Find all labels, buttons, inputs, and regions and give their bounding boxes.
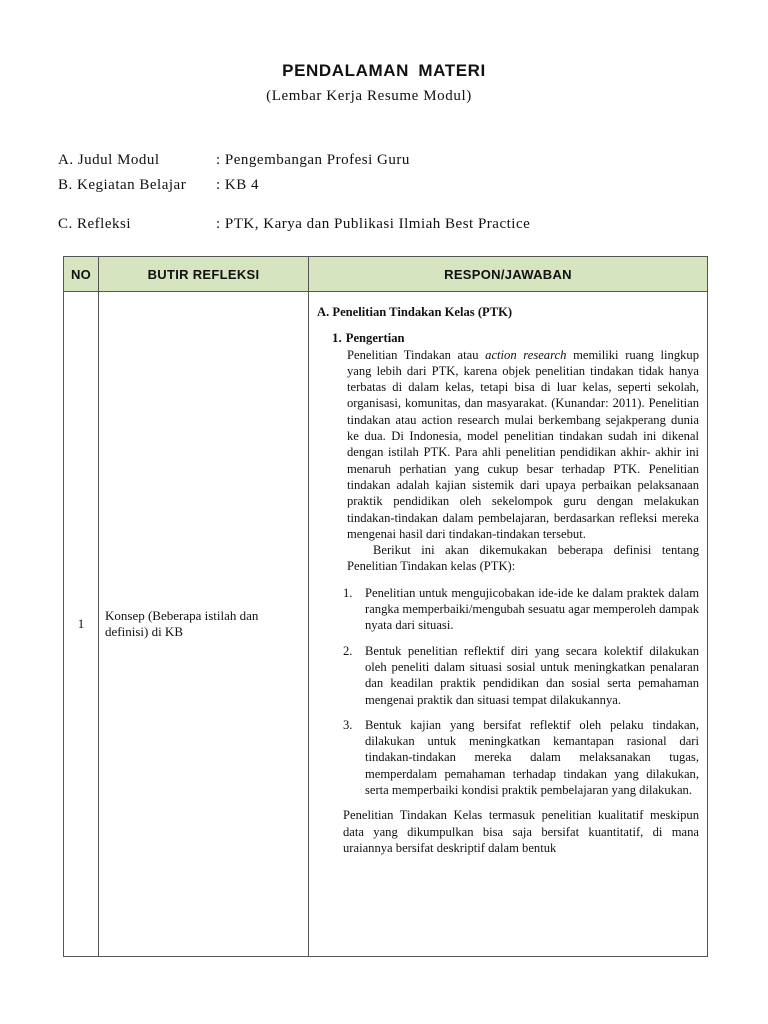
page-title: PENDALAMAN MATERI <box>282 61 486 80</box>
meta-judul-modul <box>58 152 410 169</box>
meta-key: B. Kegiatan Belajar <box>58 177 187 193</box>
paragraph-text: Penelitian Tindakan atau <box>347 347 486 362</box>
paragraph-italic-term: action research <box>485 347 567 362</box>
paragraph-text: memiliki ruang lingkup yang lebih dari PTK, karena objek penelitian tindakan tidak hanya terbatas di dalam kelas, tetapi bisa di luar kelas, seperti sekolah, organisasi, komunitas, dan masyarakat. (Kunandar: 2011). Penelitian tindakan atau action research mulai berkembang sejakperang dunia ke dua. Di Indonesia, model penelitian tindakan sudah ini dikenal dengan istilah PTK. Para ahli penelitian pendidikan akhir- akhir ini menaruh perhatian yang cukup besar terhadap PTK. Penelitian tindakan adalah kajian sistemik dari upaya perbaikan pelaksanaan praktik pendidikan oleh sekelompok guru dengan melakukan tindakan-tindakan dalam pembelajaran, berdasarkan refleksi mereka mengenai hasil dari tindakan-tindakan tersebut. <box>347 347 700 541</box>
definition-list <box>317 585 699 799</box>
meta-value: : Pengembangan Profesi Guru <box>216 152 410 168</box>
meta-key: C. Refleksi <box>58 216 131 232</box>
meta-value: : KB 4 <box>216 177 260 193</box>
paragraph-closing: Penelitian Tindakan Kelas termasuk penelitian kualitatif meskipun data yang dikumpulkan bisa saja bersifat kuantitatif, di mana uraiannya bersifat deskriptif dalam bentuk <box>343 808 699 855</box>
list-item-number: 3. <box>343 717 353 732</box>
meta-kegiatan-belajar <box>58 177 259 194</box>
subheading-number: 1. <box>332 330 342 346</box>
row-respon <box>309 292 708 957</box>
paragraph-definisi-intro: Berikut ini akan dikemukakan beberapa definisi tentang Penelitian Tindakan kelas (PTK): <box>347 543 699 574</box>
table-header-row <box>64 257 708 292</box>
list-item <box>343 585 699 634</box>
list-item-text: Penelitian untuk mengujicobakan ide-ide ke dalam praktek dalam rangka memperbaiki/mengubah sesuatu agar memperoleh dampak nyata dari situasi. <box>365 585 699 633</box>
paragraph-pengertian <box>347 347 699 543</box>
list-item-number: 2. <box>343 643 353 658</box>
table-row <box>64 292 708 957</box>
list-item-text: Bentuk kajian yang bersifat reflektif oleh pelaku tindakan, dilakukan untuk meningkatkan kemantapan rasional dari tindakan-tindakan mereka dalam melaksanakan tugas, memperdalam pemahaman terhadap tindakan yang dilakukan, serta memperbaiki kondisi praktik pembelajaran yang dilakukan. <box>365 717 699 798</box>
list-item-number: 1. <box>343 585 353 600</box>
header-butir-refleksi: BUTIR REFLEKSI <box>99 257 309 292</box>
subheading <box>332 330 699 346</box>
meta-key: A. Judul Modul <box>58 152 160 168</box>
meta-refleksi <box>58 216 530 233</box>
header-respon-jawaban: RESPON/JAWABAN <box>309 257 708 292</box>
header-no: NO <box>64 257 99 292</box>
reflection-table <box>63 256 708 957</box>
meta-value: : PTK, Karya dan Publikasi Ilmiah Best Practice <box>216 216 531 232</box>
list-item <box>343 643 699 708</box>
page-subtitle: (Lembar Kerja Resume Modul) <box>266 88 472 104</box>
row-number: 1 <box>64 292 99 957</box>
subheading-text: Pengertian <box>345 331 405 346</box>
list-item-text: Bentuk penelitian reflektif diri yang secara kolektif dilakukan oleh peneliti dalam situasi sosial untuk meningkatkan penalaran dan keadilan praktik pendidikan dan sosial serta pemahaman mengenai praktik dan situasi tempat dilakukannya. <box>365 643 699 707</box>
section-heading: A. Penelitian Tindakan Kelas (PTK) <box>317 305 513 319</box>
list-item <box>343 717 699 798</box>
row-butir-refleksi: Konsep (Beberapa istilah dan definisi) di KB <box>99 292 309 957</box>
